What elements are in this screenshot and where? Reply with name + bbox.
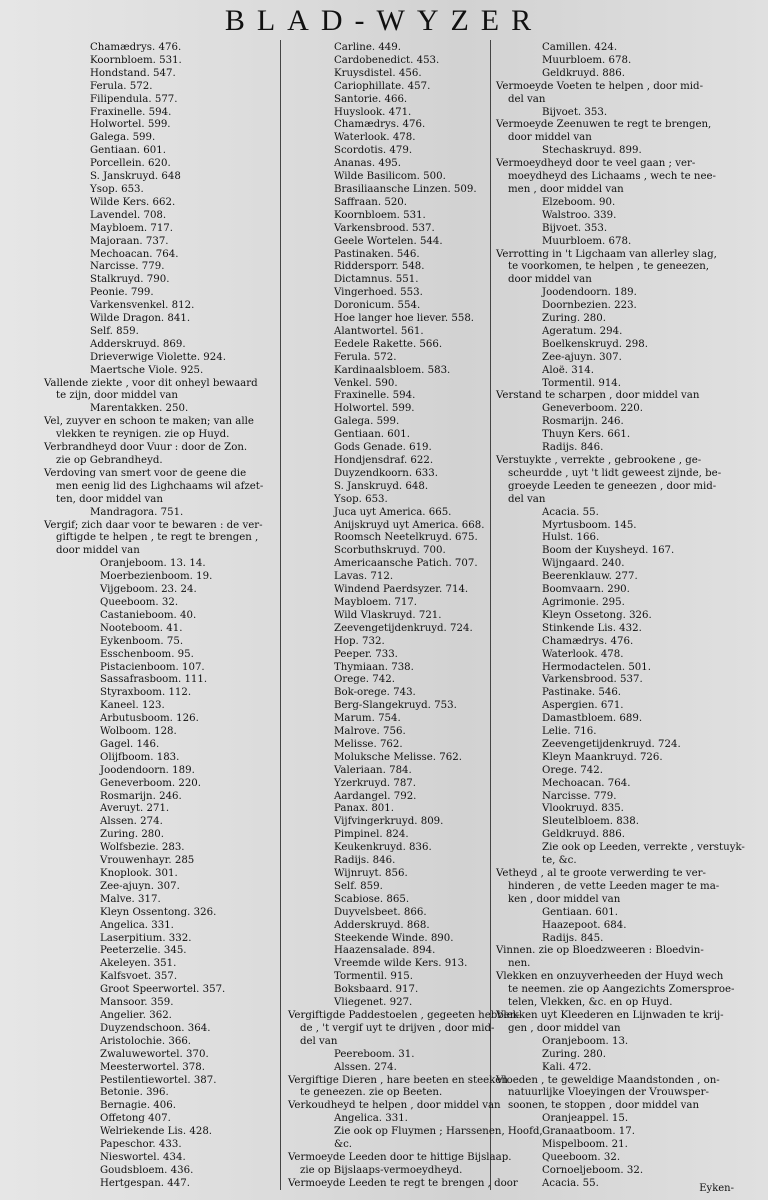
index-entry: Oranjeboom. 13.: [542, 1035, 629, 1047]
index-entry: Zuring. 280.: [100, 829, 165, 841]
index-entry: zie op Gebrandheyd.: [56, 455, 163, 466]
index-entry: Riddersporr. 548.: [334, 261, 425, 273]
index-entry: Zee-ajuyn. 307.: [100, 880, 180, 892]
index-entry: Rosmarijn. 246.: [100, 790, 182, 802]
index-entry: Boom der Kuysheyd. 167.: [542, 545, 675, 557]
index-entry: Angelica. 331.: [334, 1113, 408, 1125]
index-entry: Esschenboom. 95.: [100, 648, 194, 660]
index-entry: te voorkomen, te helpen , te geneezen,: [508, 261, 710, 273]
index-entry: Yzerkruyd. 787.: [334, 777, 417, 789]
index-entry: te geneezen. zie op Beeten.: [300, 1087, 443, 1099]
index-entry: Valeriaan. 784.: [334, 764, 412, 776]
index-entry: Oranjeboom. 13. 14.: [100, 558, 206, 570]
column-divider: [280, 40, 281, 1190]
index-entry: Pimpinel. 824.: [334, 829, 409, 841]
index-entry: Self. 859.: [334, 880, 383, 892]
index-entry: Brasiliaansche Linzen. 509.: [334, 183, 477, 195]
index-entry: Self. 859.: [90, 325, 139, 337]
index-entry: men , door middel van: [508, 183, 624, 195]
index-entry: zie op Bijslaaps-vermoeydheyd.: [300, 1164, 463, 1176]
index-entry: Ferula. 572.: [334, 351, 397, 363]
index-entry: Panax. 801.: [334, 803, 395, 815]
index-entry: Chamædrys. 476.: [90, 42, 182, 53]
index-entry: Angelica. 331.: [100, 919, 174, 931]
index-entry: Tormentil. 915.: [334, 971, 414, 983]
index-entry: Varkensbrood. 537.: [542, 674, 643, 686]
index-entry: Venkel. 590.: [334, 377, 398, 389]
index-entry: Geneverboom. 220.: [100, 777, 202, 789]
index-entry: Styraxboom. 112.: [100, 687, 192, 699]
index-entry: Ysop. 653.: [334, 493, 388, 505]
index-entry: Vermoeyde Zeenuwen te regt te brengen,: [496, 119, 712, 131]
index-entry: Gentiaan. 601.: [90, 145, 166, 157]
index-entry: S. Janskruyd. 648.: [334, 480, 429, 492]
index-entry: Zuring. 280.: [542, 1048, 607, 1060]
index-entry: Zie ook op Fluymen ; Harssenen, Hoofd,: [334, 1126, 543, 1138]
index-entry: Vel, zuyver en schoon te maken; van alle: [44, 416, 254, 428]
index-entry: Vlekken uyt Kleederen en Lijnwaden te krij-: [496, 1009, 724, 1021]
index-entry: Groot Speerwortel. 357.: [100, 984, 226, 996]
index-entry: Vloeden , te geweldige Maandstonden , on-: [496, 1074, 720, 1086]
index-entry: Kleyn Maankruyd. 726.: [542, 751, 663, 763]
index-entry: Keukenkruyd. 836.: [334, 842, 432, 854]
index-entry: Myrtusboom. 145.: [542, 519, 637, 531]
index-entry: Aspergien. 671.: [542, 700, 624, 712]
index-entry: Vrouwenhayr. 285: [100, 855, 195, 867]
index-entry: Vlekken en onzuyverheeden der Huyd wech: [496, 971, 724, 983]
index-entry: telen, Vlekken, &c. en op Huyd.: [508, 997, 673, 1009]
index-column-left: [44, 42, 280, 1191]
index-entry: Vreemde wilde Kers. 913.: [334, 958, 468, 970]
index-entry: Cariophillate. 457.: [334, 80, 431, 92]
index-entry: Papeschor. 433.: [100, 1139, 182, 1151]
index-entry: soonen, te stoppen , door middel van: [508, 1100, 700, 1112]
page-title: BLAD-WYZER: [224, 4, 544, 37]
index-entry: Anijskruyd uyt America. 668.: [334, 519, 485, 531]
index-entry: Thymiaan. 738.: [334, 661, 414, 673]
index-entry: Aristolochie. 366.: [100, 1035, 192, 1047]
index-entry: Kardinaalsbloem. 583.: [334, 364, 451, 376]
index-entry: Marum. 754.: [334, 713, 401, 725]
index-entry: Vallende ziekte , voor dit onheyl bewaard: [44, 377, 258, 389]
index-entry: Gentiaan. 601.: [334, 429, 410, 441]
index-entry: Vermoeyde Leeden te regt te brengen , door: [288, 1177, 518, 1189]
index-entry: Wilde Kers. 662.: [90, 196, 176, 208]
index-entry: Duyzendkoorn. 633.: [334, 467, 438, 479]
index-entry: del van: [508, 93, 546, 105]
index-entry: Vijgeboom. 23. 24.: [100, 584, 197, 596]
index-entry: Mechoacan. 764.: [90, 248, 179, 260]
index-entry: Arbutusboom. 126.: [100, 713, 199, 725]
index-entry: Narcisse. 779.: [90, 261, 165, 273]
index-entry: Muurbloem. 678.: [542, 54, 632, 66]
index-entry: Bernagie. 406.: [100, 1100, 176, 1112]
index-entry: Haazepoot. 684.: [542, 919, 627, 931]
index-entry: Nooteboom. 41.: [100, 622, 183, 634]
index-entry: Hulst. 166.: [542, 532, 600, 544]
index-entry: Orege. 742.: [542, 764, 603, 776]
index-entry: del van: [508, 493, 546, 505]
index-entry: Santorie. 466.: [334, 93, 408, 105]
index-entry: Mandragora. 751.: [90, 506, 184, 518]
index-entry: Bijvoet. 353.: [542, 222, 608, 234]
index-entry: Majoraan. 737.: [90, 235, 169, 247]
index-entry: Ananas. 495.: [334, 158, 402, 170]
index-entry: Maertsche Viole. 925.: [90, 364, 204, 376]
index-entry: Vijfvingerkruyd. 809.: [334, 816, 444, 828]
index-entry: Scordotis. 479.: [334, 145, 413, 157]
index-entry: Angelier. 362.: [100, 1009, 172, 1021]
index-entry: Koornbloem. 531.: [334, 209, 426, 221]
index-entry: Fraxinelle. 594.: [334, 390, 416, 402]
index-entry: Meesterwortel. 378.: [100, 1061, 205, 1073]
index-entry: Vermoeydheyd door te veel gaan ; ver-: [496, 158, 696, 170]
index-entry: de , 't vergif uyt te drijven , door mid-: [300, 1022, 495, 1034]
index-entry: Galega. 599.: [90, 132, 156, 144]
index-entry: Thuyn Kers. 661.: [542, 429, 631, 441]
index-entry: Duyzendschoon. 364.: [100, 1022, 211, 1034]
index-entry: Doronicum. 554.: [334, 300, 421, 312]
index-entry: Cornoeljeboom. 32.: [542, 1164, 644, 1176]
index-entry: Porcellein. 620.: [90, 158, 171, 170]
index-entry: Stechaskruyd. 899.: [542, 145, 642, 157]
index-entry: Wilde Dragon. 841.: [90, 313, 191, 325]
index-entry: Huyslook. 471.: [334, 106, 412, 118]
index-entry: Chamædrys. 476.: [542, 635, 634, 647]
index-entry: te zijn, door middel van: [56, 390, 178, 402]
index-entry: Verrotting in 't Ligchaam van allerley slag,: [496, 248, 717, 260]
index-entry: Vinnen. zie op Bloedzweeren : Bloedvin-: [496, 945, 704, 957]
index-entry: Granaatboom. 17.: [542, 1126, 636, 1138]
index-entry: door middel van: [508, 274, 592, 286]
index-entry: Mansoor. 359.: [100, 997, 174, 1009]
index-entry: Betonie. 396.: [100, 1087, 169, 1099]
index-entry: Pastinaken. 546.: [334, 248, 420, 260]
index-entry: Verbrandheyd door Vuur : door de Zon.: [44, 442, 248, 454]
index-entry: Zie ook op Leeden, verrekte , verstuyk-: [542, 842, 745, 854]
index-entry: Kruysdistel. 456.: [334, 67, 422, 79]
index-entry: Boomvaarn. 290.: [542, 584, 630, 596]
index-entry: Fraxinelle. 594.: [90, 106, 172, 118]
index-entry: Vetheyd , al te groote verwerding te ver-: [496, 868, 706, 879]
index-entry: nen.: [508, 958, 531, 970]
index-entry: Peeterzelie. 345.: [100, 945, 187, 957]
index-entry: Zeevengetijdenkruyd. 724.: [542, 738, 681, 750]
index-entry: hinderen , de vette Leeden mager te ma-: [508, 880, 720, 892]
index-entry: Holwortel. 599.: [90, 119, 171, 131]
index-entry: Lavendel. 708.: [90, 209, 167, 221]
index-entry: Ferula. 572.: [90, 80, 153, 92]
index-entry: Akeleyen. 351.: [100, 958, 177, 970]
index-entry: Acacia. 55.: [542, 1177, 599, 1189]
index-entry: Verdoving van smert voor de geene die: [44, 467, 247, 479]
index-entry: Sleutelbloem. 838.: [542, 816, 639, 828]
index-entry: Queeboom. 32.: [100, 596, 179, 608]
index-entry: men eenig lid des Lighchaams wil afzet-: [56, 480, 264, 492]
index-entry: Geldkruyd. 886.: [542, 67, 625, 79]
index-column-middle: [288, 42, 543, 1191]
index-entry: Malrove. 756.: [334, 726, 406, 738]
index-entry: Vermoeyde Leeden door te hittige Bijslaap.: [288, 1151, 512, 1163]
index-entry: Queeboom. 32.: [542, 1151, 621, 1163]
index-entry: Dictamnus. 551.: [334, 274, 419, 286]
index-entry: natuurlijke Vloeyingen der Vrouwsper-: [508, 1087, 709, 1099]
index-entry: Peonie. 799.: [90, 287, 154, 299]
index-entry: Moluksche Melisse. 762.: [334, 751, 462, 763]
index-entry: Narcisse. 779.: [542, 790, 617, 802]
index-entry: Acacia. 55.: [542, 506, 599, 518]
index-entry: Verkoudheyd te helpen , door middel van: [288, 1100, 501, 1112]
index-entry: Camillen. 424.: [542, 42, 618, 53]
index-entry: Vlookruyd. 835.: [542, 803, 624, 815]
index-entry: Vermoeyde Voeten te helpen , door mid-: [496, 80, 704, 92]
index-entry: Boelkenskruyd. 298.: [542, 338, 648, 350]
index-entry: Wolfsbezie. 283.: [100, 842, 185, 854]
index-entry: Wild Vlaskruyd. 721.: [334, 609, 442, 621]
index-entry: Welriekende Lis. 428.: [100, 1126, 213, 1138]
index-entry: Adderskruyd. 869.: [90, 338, 186, 350]
index-entry: Bok-orege. 743.: [334, 687, 416, 699]
index-entry: te, &c.: [542, 855, 577, 867]
index-entry: Wijngaard. 240.: [542, 558, 625, 570]
index-entry: Filipendula. 577.: [90, 93, 178, 105]
index-entry: Chamædrys. 476.: [334, 119, 426, 131]
index-entry: Hondstand. 547.: [90, 67, 176, 79]
index-entry: door middel van: [508, 132, 592, 144]
index-entry: Gentiaan. 601.: [542, 906, 618, 918]
index-entry: Nieswortel. 434.: [100, 1151, 186, 1163]
index-entry: Malve. 317.: [100, 893, 161, 905]
index-entry: groeyde Leeden te geneezen , door mid-: [508, 480, 717, 492]
index-entry: Holwortel. 599.: [334, 403, 415, 415]
index-entry: Lavas. 712.: [334, 571, 394, 583]
index-entry: Hermodactelen. 501.: [542, 661, 652, 673]
index-entry: Adderskruyd. 868.: [334, 919, 430, 931]
index-entry: Joodendoorn. 189.: [100, 764, 195, 776]
index-entry: del van: [300, 1035, 338, 1047]
index-entry: Orege. 742.: [334, 674, 395, 686]
index-entry: Ageratum. 294.: [542, 325, 623, 337]
index-entry: Hop. 732.: [334, 635, 385, 647]
index-entry: Ysop. 653.: [90, 183, 144, 195]
index-entry: Zuring. 280.: [542, 313, 607, 325]
index-entry: Galega. 599.: [334, 416, 400, 428]
index-entry: Agrimonie. 295.: [542, 596, 625, 608]
index-entry: Knoplook. 301.: [100, 868, 178, 879]
index-entry: Maybloem. 717.: [90, 222, 174, 234]
index-entry: Saffraan. 520.: [334, 196, 408, 208]
index-entry: Alssen. 274.: [100, 816, 163, 828]
index-entry: Castanieboom. 40.: [100, 609, 197, 621]
index-entry: Kali. 472.: [542, 1061, 592, 1073]
index-entry: giftigde te helpen , te regt te brengen ,: [56, 532, 259, 544]
index-entry: Scorbuthskruyd. 700.: [334, 545, 446, 557]
index-entry: Varkensvenkel. 812.: [90, 300, 195, 312]
index-entry: Radijs. 846.: [542, 442, 604, 454]
index-entry: Americaansche Patich. 707.: [334, 558, 478, 570]
index-entry: Offetong 407.: [100, 1113, 171, 1125]
index-entry: Boksbaard. 917.: [334, 984, 419, 996]
index-entry: Radijs. 845.: [542, 932, 604, 944]
index-entry: Cardobenedict. 453.: [334, 54, 440, 66]
index-entry: Gagel. 146.: [100, 738, 160, 750]
index-entry: Zee-ajuyn. 307.: [542, 351, 622, 363]
index-entry: Maybloem. 717.: [334, 596, 418, 608]
index-entry: &c.: [334, 1139, 353, 1151]
index-entry: Pistacienboom. 107.: [100, 661, 205, 673]
index-entry: Beerenklauw. 277.: [542, 571, 638, 583]
index-entry: gen , door middel van: [508, 1022, 621, 1034]
index-entry: Geele Wortelen. 544.: [334, 235, 443, 247]
index-entry: Tormentil. 914.: [542, 377, 622, 389]
index-entry: moeydheyd des Lichaams , wech te nee-: [508, 171, 716, 183]
index-entry: Roomsch Neetelkruyd. 675.: [334, 532, 478, 544]
index-entry: Varkensbrood. 537.: [334, 222, 435, 234]
index-entry: Marentakken. 250.: [90, 403, 189, 415]
index-entry: Sassafrasboom. 111.: [100, 674, 208, 686]
index-entry: Melisse. 762.: [334, 738, 403, 750]
index-entry: Hoe langer hoe liever. 558.: [334, 313, 475, 325]
index-entry: Carline. 449.: [334, 42, 402, 53]
index-entry: Elzeboom. 90.: [542, 196, 616, 208]
index-entry: Laserpitium. 332.: [100, 932, 192, 944]
index-entry: ten, door middel van: [56, 493, 163, 505]
index-entry: Kleyn Ossetong. 326.: [542, 609, 652, 621]
index-entry: Wilde Basilicom. 500.: [334, 171, 446, 183]
index-entry: Hertgespan. 447.: [100, 1177, 190, 1189]
index-entry: Eedele Rakette. 566.: [334, 338, 443, 350]
index-entry: door middel van: [56, 545, 140, 557]
index-entry: Lelie. 716.: [542, 726, 597, 738]
index-entry: Duyvelsbeet. 866.: [334, 906, 427, 918]
index-entry: Drieverwige Violette. 924.: [90, 351, 226, 363]
index-entry: Mechoacan. 764.: [542, 777, 631, 789]
index-entry: Pestilentiewortel. 387.: [100, 1074, 217, 1086]
index-entry: Goudsbloem. 436.: [100, 1164, 194, 1176]
index-entry: Geldkruyd. 886.: [542, 829, 625, 841]
index-entry: Gods Genade. 619.: [334, 442, 432, 454]
index-entry: Muurbloem. 678.: [542, 235, 632, 247]
index-entry: Verstuykte , verrekte , gebrookene , ge-: [496, 455, 702, 466]
index-entry: Waterlook. 478.: [334, 132, 416, 144]
index-entry: Peeper. 733.: [334, 648, 398, 660]
index-entry: Aardangel. 792.: [334, 790, 417, 802]
index-entry: Radijs. 846.: [334, 855, 396, 867]
index-entry: Wijnruyt. 856.: [334, 868, 408, 879]
index-entry: Scabiose. 865.: [334, 893, 410, 905]
index-entry: Peereboom. 31.: [334, 1048, 415, 1060]
index-entry: Geneverboom. 220.: [542, 403, 644, 415]
index-entry: Vergif; zich daar voor te bewaren : de ver-: [44, 519, 263, 531]
index-entry: Haazensalade. 894.: [334, 945, 436, 957]
index-entry: Averuyt. 271.: [100, 803, 170, 815]
index-entry: Vliegenet. 927.: [334, 997, 413, 1009]
index-entry: Alantwortel. 561.: [334, 325, 424, 337]
index-entry: Berg-Slangekruyd. 753.: [334, 700, 457, 712]
index-entry: Verstand te scharpen , door middel van: [496, 390, 700, 402]
index-entry: ken , door middel van: [508, 893, 621, 905]
index-entry: Windend Paerdsyzer. 714.: [334, 584, 469, 596]
index-entry: Koornbloem. 531.: [90, 54, 182, 66]
index-entry: Rosmarijn. 246.: [542, 416, 624, 428]
index-entry: Waterlook. 478.: [542, 648, 624, 660]
index-entry: vlekken te reynigen. zie op Huyd.: [56, 429, 230, 441]
index-entry: Olijfboom. 183.: [100, 751, 180, 763]
index-entry: Zeevengetijdenkruyd. 724.: [334, 622, 473, 634]
index-entry: Vergiftige Dieren , hare beeten en steeken: [288, 1074, 508, 1086]
index-entry: Stalkruyd. 790.: [90, 274, 170, 286]
index-entry: Walstroo. 339.: [542, 209, 617, 221]
index-entry: Bijvoet. 353.: [542, 106, 608, 118]
index-entry: Steekende Winde. 890.: [334, 932, 454, 944]
index-entry: scheurdde , uyt 't lidt geweest zijnde, be-: [508, 467, 722, 479]
index-entry: Kaneel. 123.: [100, 700, 165, 712]
index-entry: Wolboom. 128.: [100, 726, 177, 738]
index-entry: Stinkende Lis. 432.: [542, 622, 642, 634]
index-entry: Hondjensdraf. 622.: [334, 455, 434, 466]
index-entry: Doornbezien. 223.: [542, 300, 637, 312]
index-entry: Kalfsvoet. 357.: [100, 971, 178, 983]
index-entry: Vingerhoed. 553.: [334, 287, 423, 299]
index-entry: Mispelboom. 21.: [542, 1139, 628, 1151]
catchword: Eyken-: [699, 1183, 734, 1194]
index-entry: Juca uyt America. 665.: [334, 506, 452, 518]
index-entry: Aloë. 314.: [542, 364, 594, 376]
index-entry: Alssen. 274.: [334, 1061, 397, 1073]
index-entry: Kleyn Ossentong. 326.: [100, 906, 217, 918]
index-entry: Moerbezienboom. 19.: [100, 571, 213, 583]
index-entry: S. Janskruyd. 648: [90, 171, 181, 183]
index-entry: Damastbloem. 689.: [542, 713, 643, 725]
index-entry: Joodendoorn. 189.: [542, 287, 637, 299]
index-entry: Eykenboom. 75.: [100, 635, 184, 647]
index-entry: te neemen. zie op Aangezichts Zomersproe-: [508, 984, 735, 996]
index-entry: Oranjeappel. 15.: [542, 1113, 629, 1125]
index-entry: Vergiftigde Paddestoelen , gegeeten hebben-: [288, 1009, 520, 1021]
index-entry: Zwaluwewortel. 370.: [100, 1048, 209, 1060]
index-entry: Pastinake. 546.: [542, 687, 622, 699]
